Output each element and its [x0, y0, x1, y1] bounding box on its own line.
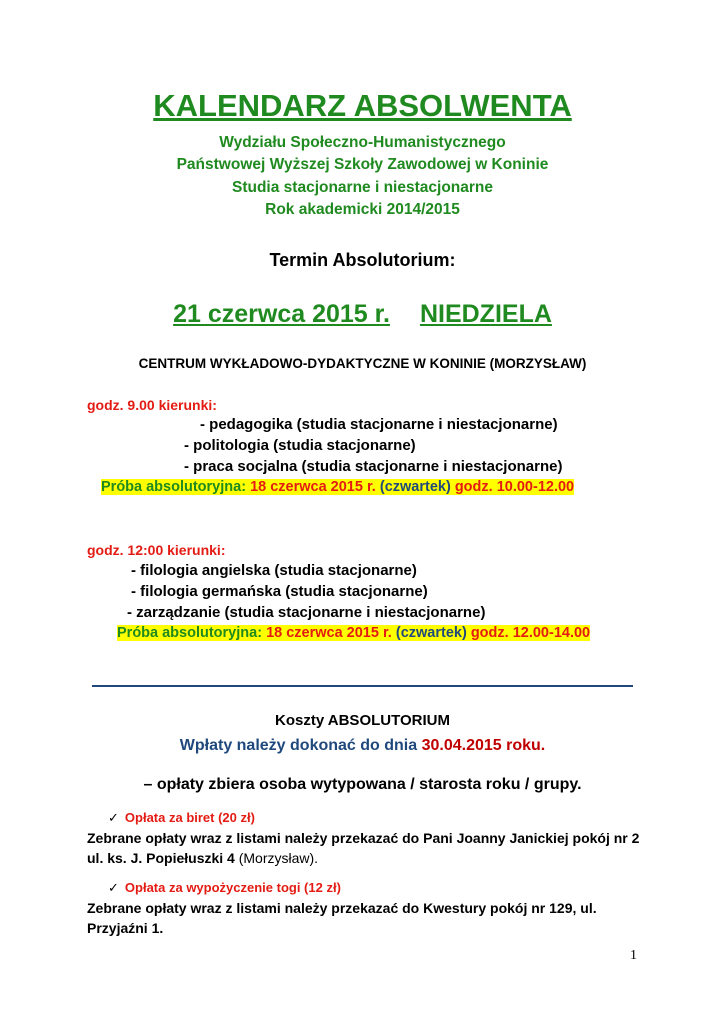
termin-label: Termin Absolutorium:: [269, 250, 456, 270]
costs-heading: Koszty ABSOLUTORIUM: [274, 712, 450, 729]
rehearsal-weekday: (czwartek): [395, 625, 467, 641]
ceremony-date: [0, 300, 725, 329]
fee1-description: [87, 828, 647, 868]
fee1-location: (Morzysław).: [238, 850, 319, 866]
collector-note: – opłaty zbiera osoba wytypowana / starosta roku / grupy.: [143, 776, 582, 793]
rehearsal-weekday: (czwartek): [379, 479, 451, 495]
ceremony-day: 21 czerwca 2015 r.: [173, 300, 390, 328]
session1-item: - praca socjalna (studia stacjonarne i niestacjonarne): [184, 458, 563, 475]
faculty-line: Wydziału Społeczno-Humanistycznego: [219, 134, 506, 151]
session2-item: - zarządzanie (studia stacjonarne i niestacjonarne): [127, 604, 486, 621]
study-mode-line: Studia stacjonarne i niestacjonarne: [232, 179, 493, 196]
session1-heading: godz. 9.00 kierunki:: [87, 397, 217, 413]
rehearsal-date: 18 czerwca 2015 r.: [250, 479, 376, 495]
ceremony-weekday: NIEDZIELA: [419, 300, 552, 328]
session1-item: - pedagogika (studia stacjonarne i niestacjonarne): [200, 416, 558, 433]
fee1-label: Opłata za biret (20 zł): [124, 810, 255, 825]
session1-item: - politologia (studia stacjonarne): [184, 437, 416, 454]
document-title: KALENDARZ ABSOLWENTA: [153, 88, 572, 123]
checkmark-icon: ✓: [108, 880, 119, 895]
academic-year-line: Rok akademicki 2014/2015: [265, 201, 460, 218]
session2-item: - filologia angielska (studia stacjonarne): [131, 562, 417, 579]
checkmark-icon: ✓: [108, 810, 119, 825]
payment-deadline: [0, 737, 725, 755]
session2-heading: godz. 12:00 kierunki:: [87, 542, 226, 558]
fee2-label: Opłata za wypożyczenie togi (12 zł): [124, 880, 341, 895]
fee2-description: [87, 898, 627, 938]
session1-rehearsal: [101, 479, 574, 495]
rehearsal-time: godz. 12.00-14.00: [470, 625, 591, 641]
page-number: 1: [630, 948, 637, 963]
fee1-text: Zebrane opłaty wraz z listami należy przekazać do Pani Joanny Janickiej pokój nr 2 ul. ks. J. Popiełuszki 4: [87, 830, 640, 866]
fee2-item: [108, 880, 341, 896]
fee2-text: Zebrane opłaty wraz z listami należy przekazać do Kwestury pokój nr 129, ul. Przyjaźni 1.: [87, 900, 597, 936]
session2-rehearsal: [117, 625, 590, 641]
rehearsal-label: Próba absolutoryjna:: [101, 479, 247, 495]
rehearsal-date: 18 czerwca 2015 r.: [266, 625, 392, 641]
rehearsal-time: godz. 10.00-12.00: [454, 479, 575, 495]
section-divider: [92, 685, 633, 687]
deadline-text: Wpłaty należy dokonać do dnia: [179, 737, 418, 754]
deadline-date: 30.04.2015 roku.: [421, 737, 546, 754]
fee1-item: [108, 810, 255, 826]
session2-item: - filologia germańska (studia stacjonarne): [131, 583, 428, 600]
venue: CENTRUM WYKŁADOWO-DYDAKTYCZNE W KONINIE (MORZYSŁAW): [138, 356, 587, 371]
rehearsal-label: Próba absolutoryjna:: [117, 625, 263, 641]
school-line: Państwowej Wyższej Szkoły Zawodowej w Koninie: [176, 156, 549, 173]
